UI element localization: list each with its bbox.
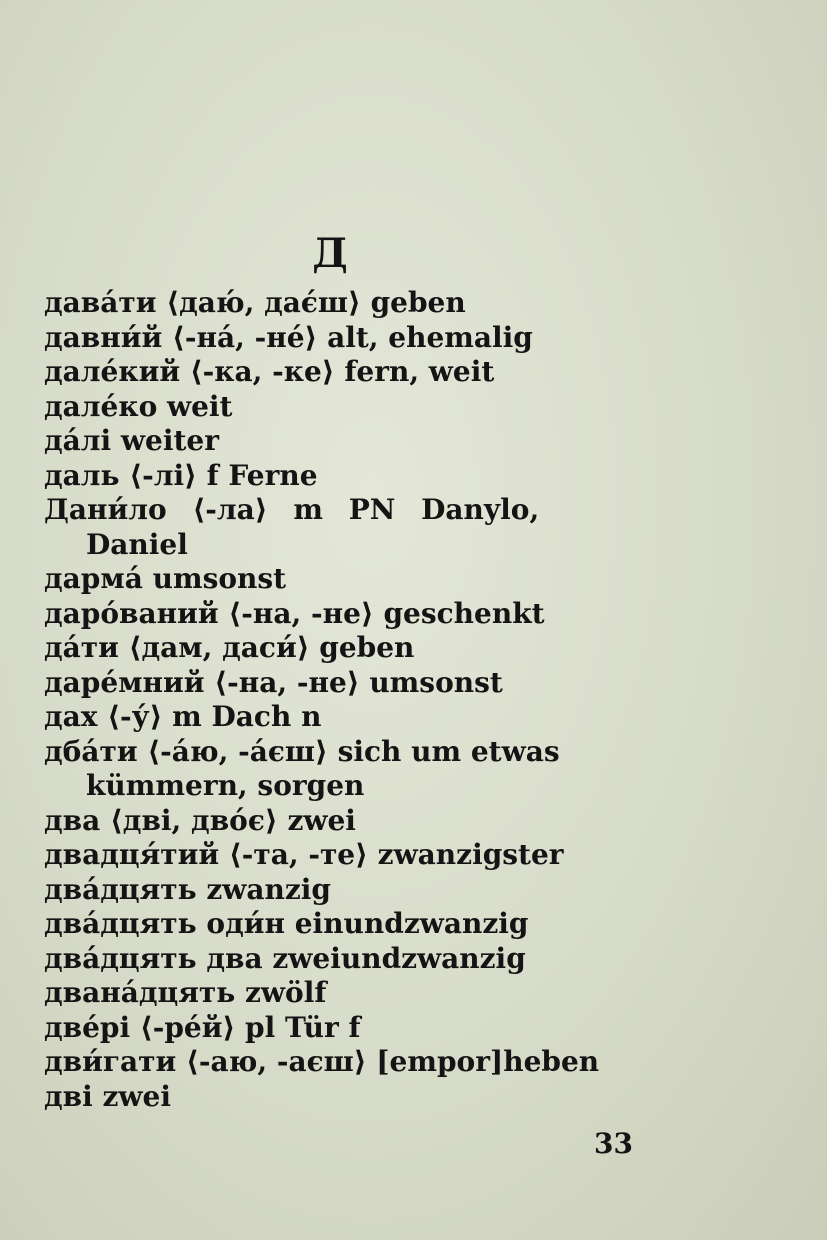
entry-line: два ⟨дві, дво́є⟩ zwei bbox=[44, 803, 356, 837]
entry-line: дале́ко weit bbox=[44, 389, 233, 423]
entry-line: дві zwei bbox=[44, 1079, 171, 1113]
entry-line: даль ⟨-лі⟩ f Ferne bbox=[44, 458, 318, 492]
entry-line: дарма́ umsonst bbox=[44, 562, 287, 595]
page-number: 33 bbox=[594, 1127, 633, 1160]
entry-line: двана́дцять zwölf bbox=[44, 976, 327, 1009]
entry-continuation: Daniel bbox=[86, 527, 188, 561]
section-letter: Д bbox=[312, 230, 348, 277]
entry-continuation: kümmern, sorgen bbox=[86, 769, 365, 802]
entry-line: да́ти ⟨дам, даси́⟩ geben bbox=[44, 631, 415, 664]
entry-line: два́дцять оди́н einundzwanzig bbox=[44, 907, 529, 940]
entry-line: два́дцять два zweiundzwanzig bbox=[44, 941, 526, 975]
entry-line: дава́ти ⟨даю́, дає́ш⟩ geben bbox=[44, 286, 466, 319]
entry-line: двадця́тий ⟨-та, -те⟩ zwanzigster bbox=[44, 838, 564, 871]
entry-line: дах ⟨-у́⟩ m Dach n bbox=[44, 700, 322, 733]
entry-line: давни́й ⟨-на́, -не́⟩ alt, ehemalig bbox=[44, 320, 533, 354]
entry-line: да́лі weiter bbox=[44, 424, 219, 457]
entry-line: дба́ти ⟨-а́ю, -а́єш⟩ sich um etwas bbox=[44, 734, 560, 768]
entry-list bbox=[44, 286, 744, 1114]
entry-line: Дани́ло ⟨-ла⟩ m PN Danylo, bbox=[44, 493, 540, 526]
entry-line: дви́гати ⟨-аю, -аєш⟩ [empor]heben bbox=[44, 1045, 600, 1078]
entry-line: даре́мний ⟨-на, -не⟩ umsonst bbox=[44, 665, 503, 699]
entry-line: даро́ваний ⟨-на, -не⟩ geschenkt bbox=[44, 596, 545, 630]
entry-line: две́рі ⟨-ре́й⟩ pl Tür f bbox=[44, 1010, 361, 1044]
entry-line: два́дцять zwanzig bbox=[44, 872, 332, 906]
entry-line: дале́кий ⟨-ка, -ке⟩ fern, weit bbox=[44, 355, 495, 388]
